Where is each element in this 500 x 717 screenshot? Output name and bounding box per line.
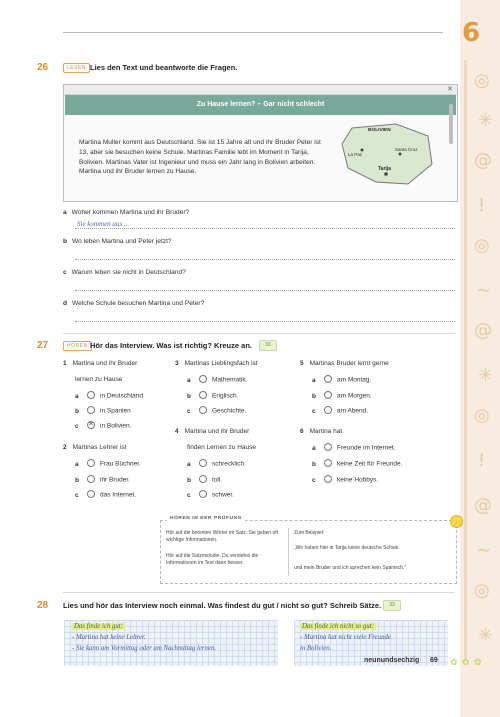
item-prompt: 2 Martinas Lehrer ist	[63, 444, 127, 451]
item-prompt-cont: finden Lernen zu Hause	[187, 444, 257, 451]
option-c[interactable]: c schwer.	[187, 491, 235, 499]
question-d: d Welche Schule besuchen Martina und Peter?	[63, 300, 205, 307]
option-c[interactable]: c am Abend.	[312, 407, 369, 415]
map-label-city: La Paz	[348, 152, 363, 157]
option-b[interactable]: b toll.	[187, 476, 223, 484]
exclamation-icon: !	[478, 195, 486, 216]
section-divider	[63, 592, 455, 593]
checkbox-circle[interactable]	[199, 375, 207, 383]
checkbox-circle[interactable]	[199, 475, 207, 483]
map-label-city: Tarija	[378, 166, 391, 172]
spiral-icon: ◎	[474, 235, 490, 256]
page-number: 69	[430, 657, 438, 664]
option-c[interactable]: c✕ in Bolivien.	[75, 422, 131, 430]
item-prompt: 5 Martinas Bruder lernt gerne	[300, 360, 389, 367]
map-label-city: Santa Cruz	[395, 147, 418, 152]
skill-tag: LESEN	[63, 63, 90, 73]
bad-note-item: in Bolivien.	[300, 645, 332, 652]
option-b[interactable]: b am Morgen.	[312, 392, 372, 400]
option-c[interactable]: c das Internet.	[75, 491, 137, 499]
checkbox-circle[interactable]	[324, 459, 332, 467]
option-b[interactable]: b in Spanien	[75, 407, 131, 415]
star-icon: ✳	[478, 110, 494, 131]
exercise-number: 28	[37, 600, 49, 611]
checkbox-circle[interactable]	[199, 391, 207, 399]
item-prompt: 3 Martinas Lieblingsfach ist	[175, 360, 258, 367]
checkbox-circle[interactable]	[324, 391, 332, 399]
tilde-icon: ~	[476, 280, 492, 301]
option-b[interactable]: b Englisch.	[187, 392, 239, 400]
checkbox-circle[interactable]	[87, 391, 95, 399]
swirl-icon: @	[474, 150, 492, 171]
item-prompt: 1 Martina und ihr Bruder	[63, 360, 138, 367]
item-prompt: 6 Martina hat	[300, 428, 343, 435]
option-a[interactable]: a schrecklich.	[187, 460, 246, 468]
checked-checkbox-circle[interactable]	[87, 421, 95, 429]
option-b[interactable]: b keine Zeit für Freunde.	[312, 460, 403, 468]
bad-notes-title: Das finde ich nicht so gut:	[302, 623, 374, 630]
decorative-side-strip	[460, 0, 500, 717]
tip-separator	[288, 528, 289, 576]
spiral-icon: ◎	[474, 580, 490, 601]
item-prompt: 4 Martina und ihr Bruder	[175, 428, 250, 435]
scrollbar[interactable]	[449, 104, 453, 144]
checkbox-circle[interactable]	[324, 375, 332, 383]
handwritten-answer: Sie kommen aus ...	[77, 220, 130, 228]
map-label-country: BOLIVIEN	[368, 128, 391, 133]
exclamation-icon: !	[478, 450, 486, 471]
bad-note-item: - Martina hat nicht viele Freunde	[300, 634, 391, 641]
tip-title: HÖREN IN DER PRÜFUNG	[167, 516, 245, 521]
answer-line[interactable]	[75, 321, 455, 322]
skill-tag: HÖREN	[63, 341, 92, 351]
audio-track-button[interactable]: 33	[383, 600, 401, 611]
option-c[interactable]: c keine Hobbys.	[312, 476, 379, 484]
answer-line[interactable]	[75, 259, 455, 260]
exercise-instruction: Lies den Text und beantworte die Fragen.	[90, 63, 238, 72]
exercise-number: 26	[37, 62, 49, 73]
checkbox-circle[interactable]	[87, 459, 95, 467]
close-icon[interactable]: ✕	[447, 86, 453, 93]
answer-line[interactable]	[75, 228, 455, 229]
checkbox-circle[interactable]	[324, 443, 332, 451]
question-b: b Wo leben Martina und Peter jetzt?	[63, 238, 172, 245]
good-note-item: - Sie kann am Vormittag oder am Nachmittag lernen.	[72, 645, 217, 652]
flower-icon: ✿	[462, 657, 470, 667]
good-notes-title: Das finde ich gut:	[74, 623, 123, 630]
tip-example: „Wir haben hier in Tarija keine deutsche Schule.	[294, 545, 400, 551]
checkbox-circle[interactable]	[87, 490, 95, 498]
exercise-instruction: Lies und hör das Interview noch einmal. Was findest du gut / nicht so gut? Schreib Sätze.	[63, 601, 382, 610]
exercise-instruction: Hör das Interview. Was ist richtig? Kreuze an.	[90, 341, 252, 350]
option-b[interactable]: b ihr Bruder.	[75, 476, 130, 484]
star-icon: ✳	[478, 625, 494, 646]
tip-text: Hör auf die betonten Wörter im Satz. Sie geben oft wichtige Informationen.	[166, 530, 279, 543]
checkbox-circle[interactable]	[324, 475, 332, 483]
checkbox-circle[interactable]	[199, 406, 207, 414]
tilde-icon: ~	[476, 540, 492, 561]
checkbox-circle[interactable]	[199, 459, 207, 467]
strip-line	[464, 60, 467, 660]
checkbox-circle[interactable]	[199, 490, 207, 498]
article-title: Zu Hause lernen? – Gar nicht schlecht	[65, 95, 456, 115]
tip-text: Hör auf die Satzmelodie. Du verstehst die Informationen im Text dann besser.	[166, 553, 259, 566]
option-a[interactable]: a Mathematik.	[187, 376, 248, 384]
question-a: a Woher kommen Martina und ihr Bruder?	[63, 209, 190, 216]
tip-example: und mein Bruder und ich sprechen kein Spanisch.“	[294, 565, 407, 571]
swirl-icon: @	[474, 320, 492, 341]
exercise-number: 27	[37, 340, 49, 351]
option-a[interactable]: a Frau Büchner.	[75, 460, 141, 468]
item-prompt-cont: lernen zu Hause	[75, 376, 123, 383]
section-divider	[63, 333, 455, 334]
question-c: c Warum leben sie nicht in Deutschland?	[63, 269, 186, 276]
checkbox-circle[interactable]	[87, 406, 95, 414]
option-c[interactable]: c Geschichte.	[187, 407, 247, 415]
article-text: Martina Muller kommt aus Deutschland. Sie ist 15 Jahre alt und ihr Bruder Peter ist 13, aber sie besuchen keine Schule. Martinas Familie lebt im Moment in Tarija, Bolivien. Martinas Vater ist Ingenieur und muss ein Jahr lang in Bolivien arbeiten. Martina und ihr Bruder lernen zu Hause.	[79, 139, 321, 176]
checkbox-circle[interactable]	[324, 406, 332, 414]
spiral-icon: ◎	[474, 70, 490, 91]
flower-icon: ✿	[450, 657, 458, 667]
lightbulb-icon	[450, 515, 463, 528]
option-a[interactable]: a Freunde im Internet.	[312, 444, 396, 452]
page-number-word: neunundsechzig	[364, 657, 420, 664]
swirl-icon: @	[474, 495, 492, 516]
tip-example-label: Zum Beispiel:	[294, 530, 325, 536]
answer-line[interactable]	[75, 290, 455, 291]
option-a[interactable]: a in Deutschland	[75, 392, 143, 400]
chapter-number: 6	[462, 18, 481, 48]
checkbox-circle[interactable]	[87, 475, 95, 483]
star-icon: ✳	[478, 365, 494, 386]
spiral-icon: ◎	[474, 405, 490, 426]
header-rule	[63, 32, 443, 33]
window-titlebar	[64, 85, 457, 95]
flower-icon: ✿	[474, 657, 482, 667]
good-note-item: - Martina hat keine Lehrer.	[72, 634, 146, 641]
audio-track-button[interactable]: 33	[259, 340, 277, 351]
option-a[interactable]: a am Montag.	[312, 376, 372, 384]
